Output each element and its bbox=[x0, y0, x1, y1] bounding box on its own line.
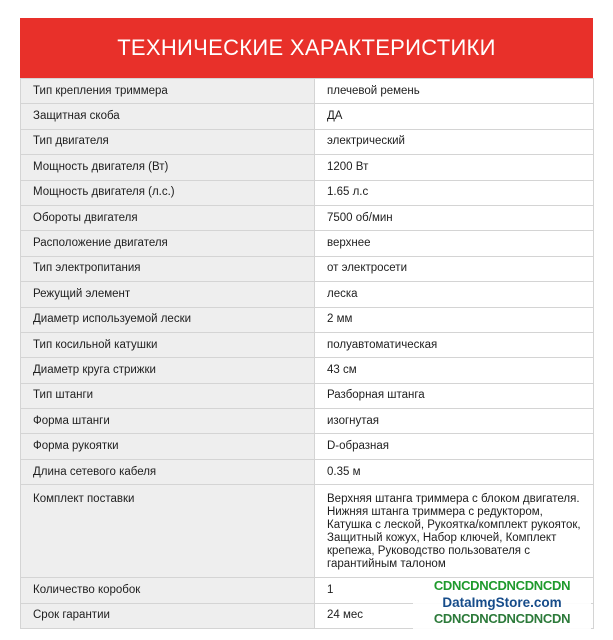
watermark-bottom-line: CDNCDNCDNCDNCDN bbox=[433, 611, 571, 626]
watermark bbox=[413, 578, 591, 630]
table-row bbox=[21, 332, 594, 357]
spec-value: 0.35 м bbox=[315, 459, 594, 484]
table-row bbox=[21, 256, 594, 281]
spec-value: 24 мес bbox=[315, 603, 594, 628]
spec-value: 43 см bbox=[315, 358, 594, 383]
spec-key: Тип штанги bbox=[21, 383, 315, 408]
table-row bbox=[21, 129, 594, 154]
spec-value: от электросети bbox=[315, 256, 594, 281]
spec-key: Тип косильной катушки bbox=[21, 332, 315, 357]
spec-value: 1200 Вт bbox=[315, 155, 594, 180]
table-row bbox=[21, 155, 594, 180]
spec-key: Количество коробок bbox=[21, 578, 315, 603]
table-row bbox=[21, 459, 594, 484]
spec-key: Защитная скоба bbox=[21, 104, 315, 129]
spec-value: 1.65 л.с bbox=[315, 180, 594, 205]
watermark-site: DataImgStore.com bbox=[442, 595, 562, 610]
spec-value: полуавтоматическая bbox=[315, 332, 594, 357]
spec-value: ДА bbox=[315, 104, 594, 129]
spec-value: леска bbox=[315, 282, 594, 307]
spec-key: Форма рукоятки bbox=[21, 434, 315, 459]
table-row bbox=[21, 79, 594, 104]
spec-value: электрический bbox=[315, 129, 594, 154]
spec-value: верхнее bbox=[315, 231, 594, 256]
spec-value: изогнутая bbox=[315, 409, 594, 434]
table-row bbox=[21, 434, 594, 459]
spec-key: Тип электропитания bbox=[21, 256, 315, 281]
table-row bbox=[21, 205, 594, 230]
table-row bbox=[21, 180, 594, 205]
page-title: ТЕХНИЧЕСКИЕ ХАРАКТЕРИСТИКИ bbox=[20, 18, 593, 78]
specs-table bbox=[20, 78, 594, 629]
watermark-top-line: CDNCDNCDNCDNCDN bbox=[433, 578, 571, 593]
spec-key: Расположение двигателя bbox=[21, 231, 315, 256]
spec-key: Срок гарантии bbox=[21, 603, 315, 628]
table-row bbox=[21, 383, 594, 408]
spec-value: 2 мм bbox=[315, 307, 594, 332]
spec-key: Мощность двигателя (л.с.) bbox=[21, 180, 315, 205]
table-row bbox=[21, 282, 594, 307]
spec-key: Форма штанги bbox=[21, 409, 315, 434]
table-row bbox=[21, 231, 594, 256]
spec-key: Тип двигателя bbox=[21, 129, 315, 154]
spec-key: Тип крепления триммера bbox=[21, 79, 315, 104]
spec-value: 1 bbox=[315, 578, 594, 603]
spec-key: Диаметр используемой лески bbox=[21, 307, 315, 332]
spec-key: Обороты двигателя bbox=[21, 205, 315, 230]
spec-key: Мощность двигателя (Вт) bbox=[21, 155, 315, 180]
spec-value: плечевой ремень bbox=[315, 79, 594, 104]
table-row bbox=[21, 485, 594, 578]
spec-value: Верхняя штанга триммера с блоком двигателя. Нижняя штанга триммера с редуктором, Катушка с леской, Рукоятка/комплект рукояток, Защитный кожух, Набор ключей, Комплект крепежа, Руководство пользователя с гарантийным талоном bbox=[315, 485, 594, 578]
spec-key: Комплект поставки bbox=[21, 485, 315, 578]
spec-key: Диаметр круга стрижки bbox=[21, 358, 315, 383]
table-row bbox=[21, 409, 594, 434]
spec-key: Длина сетевого кабеля bbox=[21, 459, 315, 484]
spec-value: D-образная bbox=[315, 434, 594, 459]
spec-value: 7500 об/мин bbox=[315, 205, 594, 230]
table-row bbox=[21, 358, 594, 383]
table-row bbox=[21, 307, 594, 332]
spec-value: Разборная штанга bbox=[315, 383, 594, 408]
table-row bbox=[21, 104, 594, 129]
spec-key: Режущий элемент bbox=[21, 282, 315, 307]
